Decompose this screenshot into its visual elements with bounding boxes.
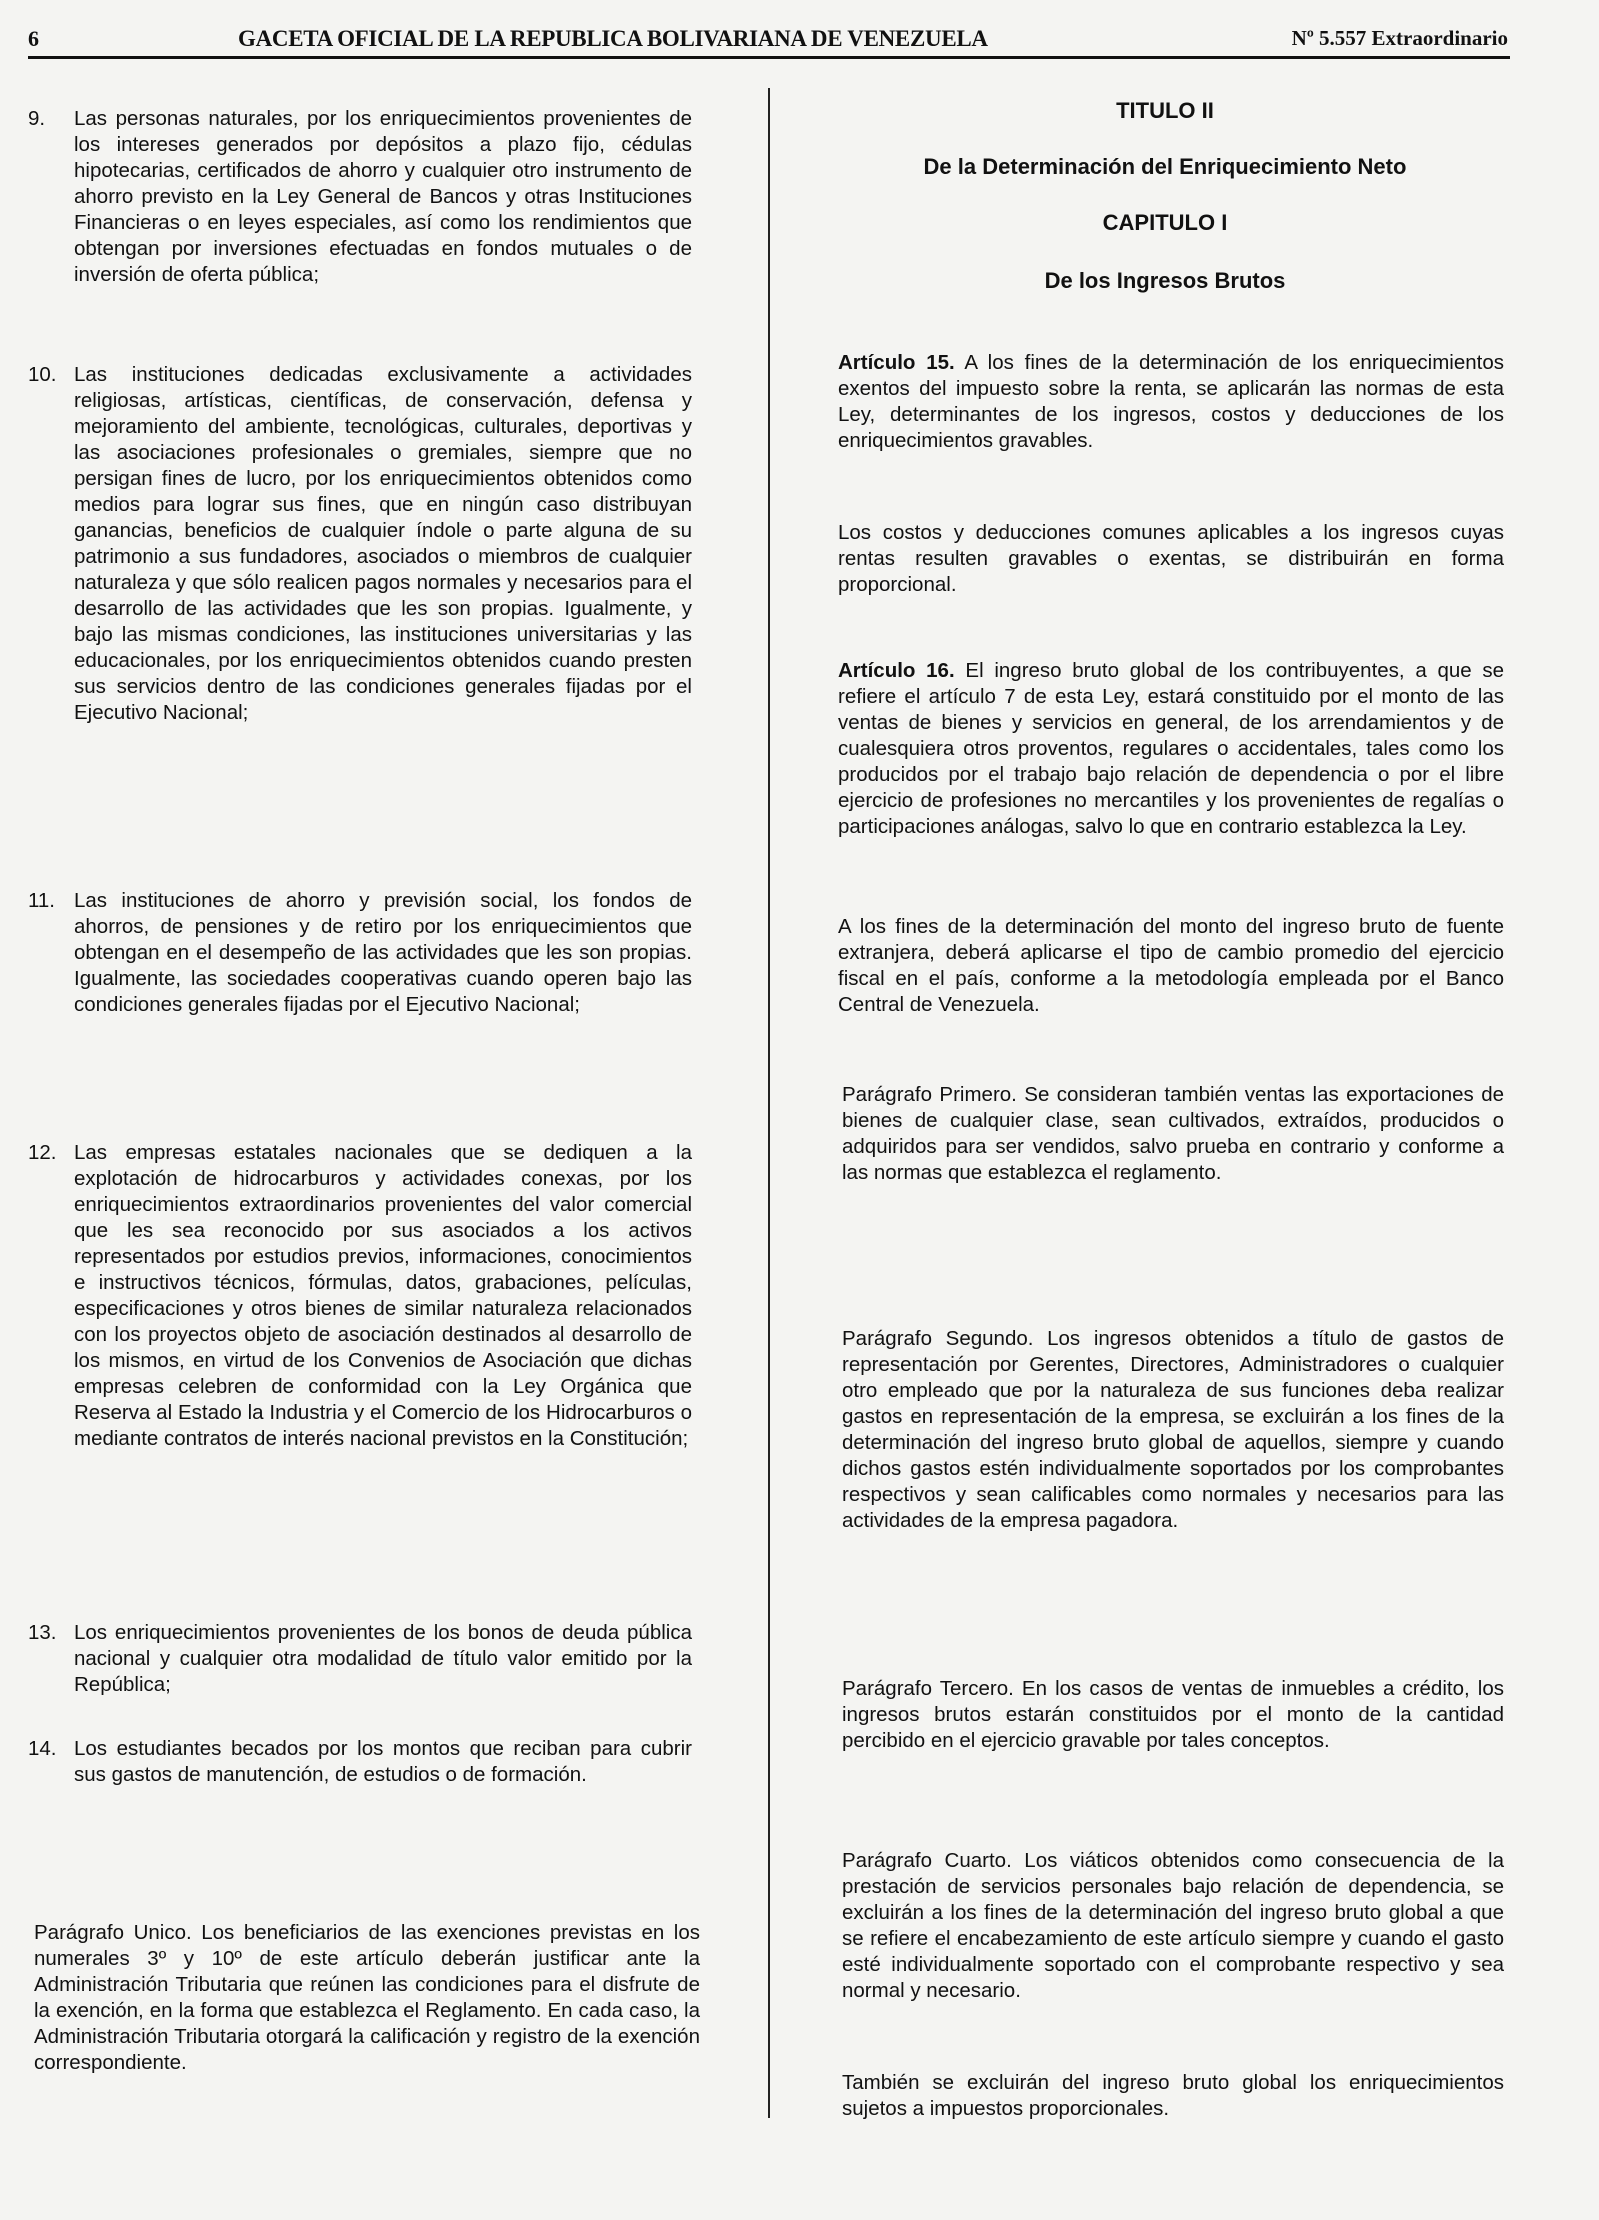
list-item: Las personas naturales, por los enriquecimientos provenientes de los intereses generados por depósitos a plazo fijo, cédulas hipotecarias, certificados de ahorro y cualquier otro instrumento de ahorro previsto en la Ley General de Bancos y otras Instituciones Financieras o en leyes especiales, así como los rendimientos que obtengan por inversiones efectuadas en fondos mutuales o de inversión de oferta pública; <box>74 107 692 286</box>
list-item: Los enriquecimientos provenientes de los bonos de deuda pública nacional y cualquier otra modalidad de título valor emitido por la República; <box>74 1621 692 1696</box>
articulo-15-text: A los fines de la determinación de los enriquecimientos exentos del impuesto sobre la renta, se aplicarán las normas de esta Ley, determinantes de los ingresos, costos y deducciones de los enriquecimientos gravables. <box>838 351 1505 452</box>
item-number: 12. <box>28 1141 57 1164</box>
item-number: 11. <box>28 889 55 912</box>
articulo-16-text: El ingreso bruto global de los contribuyentes, a que se refiere el artículo 7 de esta Ley, estará constituido por el monto de las ventas de bienes y servicios en general, de los arrendamientos y de cualesquiera otros proventos, regulares o accidentales, tales como los producidos por el trabajo bajo relación de dependencia o por el libre ejercicio de profesiones no mercantiles y los provenientes de regalías o participaciones análogas, salvo lo que en contrario establezca la Ley. <box>838 659 1505 838</box>
paragrafo-segundo: Parágrafo Segundo. Los ingresos obtenidos a título de gastos de representación por Gerentes, Directores, Administradores o cualquier otro empleado que por la naturaleza de sus funciones deba realizar gastos en representación de la empresa, se excluirán a los fines de la determinación del ingreso bruto global de aquellos, siempre y cuando dichos gastos estén individualmente soportados por los comprobantes respectivos y sean calificables como normales y necesarios para las actividades de la empresa pagadora. <box>842 1327 1504 1532</box>
item-number: 14. <box>28 1737 57 1760</box>
articulo-16-paragraph: A los fines de la determinación del monto del ingreso bruto de fuente extranjera, deberá aplicarse el tipo de cambio promedio del ejercicio fiscal en el país, conforme a la metodología empleada por el Banco Central de Venezuela. <box>838 915 1504 1016</box>
titulo-subtitle: De la Determinación del Enriquecimiento Neto <box>923 154 1407 179</box>
paragrafo-cuarto: Parágrafo Cuarto. Los viáticos obtenidos como consecuencia de la prestación de servicios personales bajo relación de dependencia, se excluirán a los fines de la determinación del ingreso bruto global a que se refiere el encabezamiento de este artículo siempre y cuando el gasto esté individualmente soportado con el comprobante respectivo y sea normal y necesario. <box>842 1849 1504 2002</box>
articulo-16 <box>838 658 1504 840</box>
item-number: 9. <box>28 107 46 130</box>
articulo-15-paragraph: Los costos y deducciones comunes aplicables a los ingresos cuyas rentas resulten gravables o exentas, se distribuirán en forma proporcional. <box>838 521 1504 596</box>
gazette-header <box>28 26 1508 54</box>
paragrafo-tercero: Parágrafo Tercero. En los casos de ventas de inmuebles a crédito, los ingresos brutos estarán constituidos por el monto de la cantidad percibido en el ejercicio gravable por tales conceptos. <box>842 1677 1504 1752</box>
item-number: 13. <box>28 1621 57 1644</box>
articulo-16-label: Artículo 16. <box>838 659 955 682</box>
list-item: Las instituciones de ahorro y previsión social, los fondos de ahorros, de pensiones y de retiro por los enriquecimientos que obtengan en el desempeño de las actividades que les son propias. Igualmente, las sociedades cooperativas cuando operen bajo las condiciones generales fijadas por el Ejecutivo Nacional; <box>74 889 692 1016</box>
articulo-15-label: Artículo 15. <box>838 351 955 374</box>
tambien-paragraph: También se excluirán del ingreso bruto global los enriquecimientos sujetos a impuestos proporcionales. <box>842 2071 1504 2120</box>
paragrafo-unico: Parágrafo Unico. Los beneficiarios de las exenciones previstas en los numerales 3º y 10º de este artículo deberán justificar ante la Administración Tributaria que reúnen las condiciones para el disfrute de la exención, en la forma que establezca el Reglamento. En cada caso, la Administración Tributaria otorgará la calificación y registro de la exención correspondiente. <box>34 1921 700 2074</box>
page-number: 6 <box>28 26 39 51</box>
list-item: Los estudiantes becados por los montos que reciban para cubrir sus gastos de manutención, de estudios o de formación. <box>74 1737 692 1786</box>
gazette-title: GACETA OFICIAL DE LA REPUBLICA BOLIVARIANA DE VENEZUELA <box>238 26 988 51</box>
titulo-heading: TITULO II <box>1116 98 1214 123</box>
item-number: 10. <box>28 363 57 386</box>
issue-number: Nº 5.557 Extraordinario <box>1291 26 1508 50</box>
column-divider <box>768 88 770 2118</box>
capitulo-subtitle: De los Ingresos Brutos <box>1044 268 1286 293</box>
list-item: Las instituciones dedicadas exclusivamente a actividades religiosas, artísticas, científicas, de conservación, defensa y mejoramiento del ambiente, tecnológicas, culturales, deportivas y las asociaciones profesionales o gremiales, siempre que no persigan fines de lucro, por los enriquecimientos obtenidos como medios para lograr sus fines, que en ningún caso distribuyan ganancias, beneficios de cualquier índole o parte alguna de su patrimonio a sus fundadores, asociados o miembros de cualquier naturaleza y que sólo realicen pagos normales y necesarios para el desarrollo de las actividades que les son propias. Igualmente, y bajo las mismas condiciones, las instituciones universitarias y las educacionales, por los enriquecimientos obtenidos cuando presten sus servicios dentro de las condiciones generales fijadas por el Ejecutivo Nacional; <box>74 363 692 724</box>
paragrafo-primero: Parágrafo Primero. Se consideran también ventas las exportaciones de bienes de cualquier clase, sean cultivados, extraídos, producidos o adquiridos para ser vendidos, salvo prueba en contrario y conforme a las normas que establezca el reglamento. <box>842 1083 1504 1184</box>
capitulo-heading: CAPITULO I <box>1102 210 1228 235</box>
articulo-15 <box>838 350 1504 454</box>
list-item: Las empresas estatales nacionales que se dediquen a la explotación de hidrocarburos y actividades conexas, por los enriquecimientos extraordinarios provenientes del valor comercial que les sea reconocido por sus asociados a los activos representados por estudios previos, informaciones, conocimientos e instructivos técnicos, fórmulas, datos, grabaciones, películas, especificaciones y otros bienes de similar naturaleza relacionados con los proyectos objeto de asociación destinados al desarrollo de los mismos, en virtud de los Convenios de Asociación que dichas empresas celebren de conformidad con la Ley Orgánica que Reserva al Estado la Industria y el Comercio de los Hidrocarburos o mediante contratos de interés nacional previstos en la Constitución; <box>74 1141 692 1450</box>
header-rule <box>28 56 1510 59</box>
